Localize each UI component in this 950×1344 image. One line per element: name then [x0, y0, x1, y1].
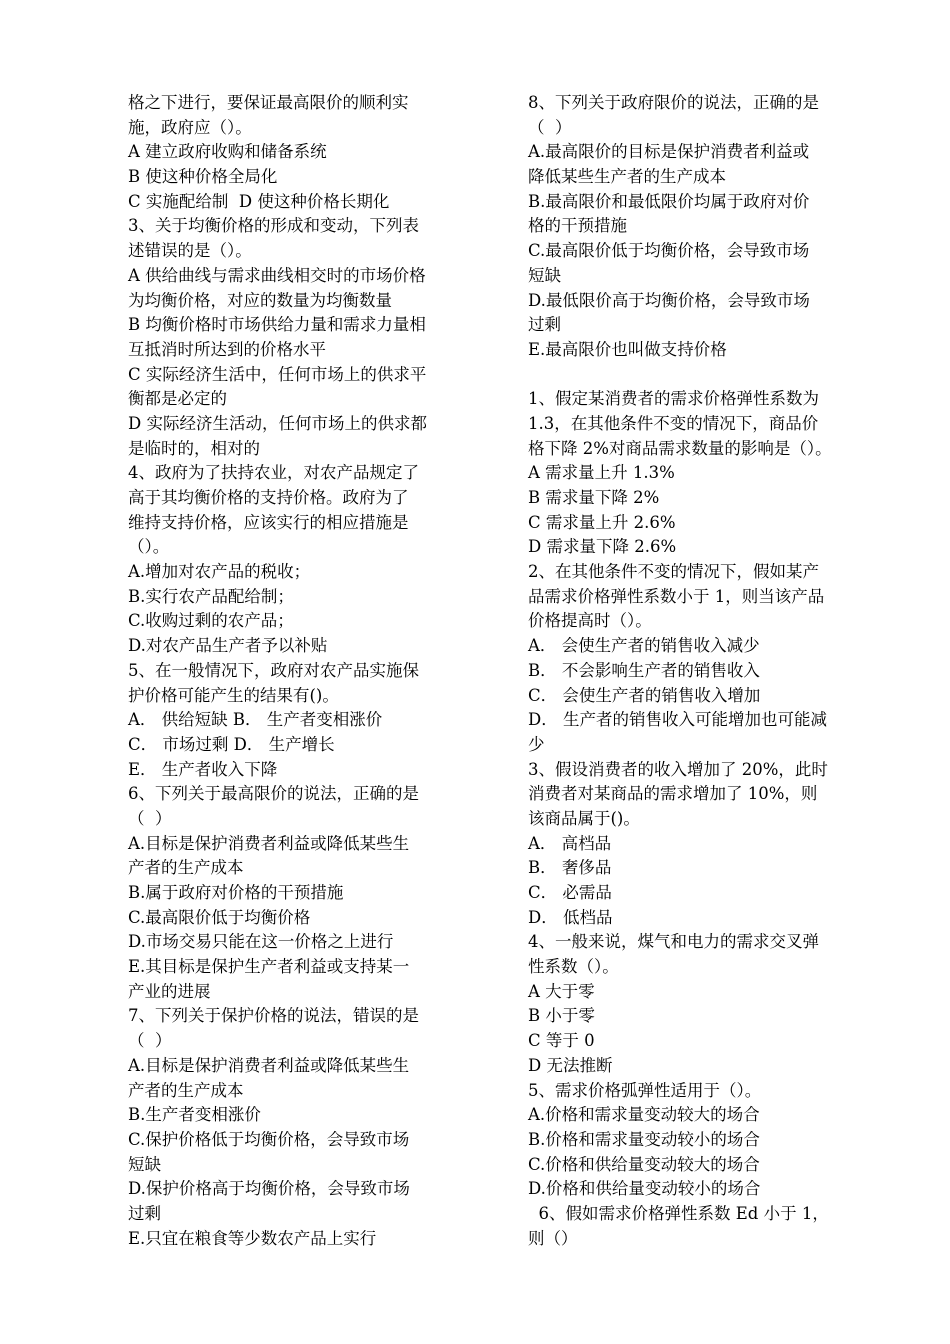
- right-column-top-line: B.最高限价和最低限价均属于政府对价: [528, 191, 810, 211]
- left-column-line: A.目标是保护消费者利益或降低某些生: [128, 1055, 410, 1075]
- right-column-bottom-line: 1、假定某消费者的需求价格弹性系数为: [528, 389, 819, 409]
- left-column-line: 施，政府应（）。: [128, 117, 252, 137]
- section-gap: [528, 363, 874, 388]
- left-column-line: 衡都是必定的: [128, 389, 227, 409]
- left-column-line: 产业的进展: [128, 981, 211, 1001]
- left-column-line: B.属于政府对价格的干预措施: [128, 883, 344, 902]
- right-column-bottom-line: A． 高档品: [528, 833, 612, 853]
- left-column-line: 为均衡价格，对应的数量为均衡数量: [128, 290, 392, 310]
- left-column-line: B 均衡价格时市场供给力量和需求力量相: [128, 315, 426, 335]
- right-column-bottom-line: 该商品属于()。: [528, 808, 640, 828]
- right-column-top-line: D.最低限价高于均衡价格，会导致市场: [528, 290, 810, 310]
- right-column-bottom-line: 1.3，在其他条件不变的情况下，商品价: [528, 413, 819, 433]
- right-column-top-line: 格的干预措施: [528, 216, 627, 236]
- left-column-line: D.市场交易只能在这一价格之上进行: [128, 932, 394, 952]
- left-column-line: E． 生产者收入下降: [128, 759, 278, 779]
- right-column-bottom-line: D． 生产者的销售收入可能增加也可能减: [528, 710, 827, 730]
- right-column-bottom-line: B． 奢侈品: [528, 858, 612, 878]
- right-column-top-line: 降低某些生产者的生产成本: [528, 167, 726, 187]
- left-column-line: 产者的生产成本: [128, 1080, 244, 1100]
- left-column: [128, 91, 474, 1251]
- left-column-line: 3、关于均衡价格的形成和变动，下列表: [128, 216, 419, 236]
- left-column-line: 护价格可能产生的结果有()。: [128, 685, 339, 705]
- left-column-line: A.增加对农产品的税收；: [128, 562, 311, 582]
- right-column-top-line: C.最高限价低于均衡价格，会导致市场: [528, 241, 810, 261]
- left-column-line: （ ）: [128, 808, 172, 828]
- left-column-line: 4、政府为了扶持农业，对农产品规定了: [128, 463, 419, 483]
- left-column-line: 短缺: [128, 1154, 161, 1174]
- right-column-top-line: 8、下列关于政府限价的说法，正确的是: [528, 93, 819, 112]
- left-column-line: 是临时的，相对的: [128, 438, 260, 458]
- right-column-top-line: 过剩: [528, 315, 561, 335]
- right-column-bottom-line: 4、一般来说，煤气和电力的需求交叉弹: [528, 932, 819, 952]
- right-column-bottom-line: A． 会使生产者的销售收入减少: [528, 636, 760, 656]
- left-column-line: C.保护价格低于均衡价格，会导致市场: [128, 1129, 410, 1149]
- right-column-top-line: 短缺: [528, 265, 561, 285]
- left-column-line: E.只宜在粮食等少数农产品上实行: [128, 1228, 377, 1248]
- left-column-line: A 建立政府收购和储备系统: [128, 142, 327, 162]
- right-column-bottom-line: 格下降 2%对商品需求数量的影响是（）。: [528, 438, 832, 458]
- right-column-bottom-line: A 大于零: [528, 981, 595, 1001]
- left-column-line: C.收购过剩的农产品；: [128, 611, 294, 631]
- left-column-line: 高于其均衡价格的支持价格。政府为了: [128, 488, 409, 507]
- left-column-line: 互抵消时所达到的价格水平: [128, 339, 326, 359]
- right-column-bottom-line: 价格提高时（）。: [528, 611, 652, 631]
- right-column-bottom-line: C． 会使生产者的销售收入增加: [528, 685, 761, 705]
- left-column-line: B.实行农产品配给制；: [128, 586, 294, 606]
- right-column-bottom-line: B 小于零: [528, 1006, 595, 1026]
- right-column-bottom-line: 3、假设消费者的收入增加了 20%，此时: [528, 759, 828, 779]
- right-column-bottom-line: C． 必需品: [528, 883, 612, 902]
- right-column-bottom-line: C 等于 0: [528, 1031, 595, 1051]
- left-column-line: 产者的生产成本: [128, 858, 244, 878]
- right-column-bottom-line: 2、在其他条件不变的情况下，假如某产: [528, 562, 819, 582]
- right-column-bottom-line: A.价格和需求量变动较大的场合: [528, 1105, 760, 1125]
- left-column-line: 过剩: [128, 1203, 161, 1223]
- right-column-bottom-line: D 需求量下降 2.6%: [528, 537, 677, 557]
- left-column-line: （）。: [128, 537, 170, 557]
- left-column-line: B.生产者变相涨价: [128, 1105, 261, 1125]
- left-column-line: 7、下列关于保护价格的说法，错误的是: [128, 1006, 419, 1026]
- left-column-line: C． 市场过剩 D． 生产增长: [128, 734, 335, 754]
- left-column-line: A.目标是保护消费者利益或降低某些生: [128, 833, 410, 853]
- right-column-bottom-line: 则（）: [528, 1228, 578, 1248]
- left-column-line: 5、在一般情况下，政府对农产品实施保: [128, 660, 419, 680]
- right-column-bottom-line: 消费者对某商品的需求增加了 10%，则: [528, 784, 818, 804]
- left-column-line: D 实际经济生活动，任何市场上的供求都: [128, 413, 427, 433]
- right-column-bottom-line: 6、假如需求价格弹性系数 Ed 小于 1，: [528, 1203, 829, 1223]
- left-column-line: 述错误的是（）。: [128, 241, 252, 261]
- right-column-bottom-line: B 需求量下降 2%: [528, 488, 660, 507]
- right-column-bottom-line: A 需求量上升 1.3%: [528, 463, 675, 483]
- left-column-line: B 使这种价格全局化: [128, 167, 278, 187]
- left-column-line: 格之下进行，要保证最高限价的顺利实: [128, 93, 409, 112]
- right-column-bottom-line: 5、需求价格弧弹性适用于（）。: [528, 1080, 762, 1100]
- right-column-bottom-line: D． 低档品: [528, 907, 613, 927]
- right-column-bottom-line: D 无法推断: [528, 1055, 613, 1075]
- left-column-line: D.对农产品生产者予以补贴: [128, 636, 328, 656]
- left-column-line: E.其目标是保护生产者利益或支持某一: [128, 957, 410, 977]
- left-column-line: （ ）: [128, 1031, 172, 1051]
- left-column-line: A 供给曲线与需求曲线相交时的市场价格: [128, 265, 426, 285]
- right-column-bottom-line: 少: [528, 734, 545, 754]
- right-column-top-line: A.最高限价的目标是保护消费者利益或: [528, 142, 810, 162]
- right-column-bottom-line: B． 不会影响生产者的销售收入: [528, 660, 760, 680]
- right-column-bottom-line: C 需求量上升 2.6%: [528, 512, 676, 532]
- right-column-bottom-line: 性系数（）。: [528, 957, 619, 977]
- left-column-line: C.最高限价低于均衡价格: [128, 907, 311, 927]
- right-column-bottom-line: C.价格和供给量变动较大的场合: [528, 1154, 760, 1174]
- right-column: [528, 91, 874, 1251]
- right-column-top-line: （ ）: [528, 117, 572, 137]
- right-column-bottom-line: 品需求价格弹性系数小于 1，则当该产品: [528, 586, 825, 606]
- right-column-bottom-line: D.价格和供给量变动较小的场合: [528, 1179, 761, 1199]
- left-column-line: C 实际经济生活中，任何市场上的供求平: [128, 364, 427, 384]
- right-column-bottom-line: B.价格和需求量变动较小的场合: [528, 1129, 760, 1149]
- left-column-line: 维持支持价格，应该实行的相应措施是: [128, 512, 409, 532]
- left-column-line: D.保护价格高于均衡价格，会导致市场: [128, 1179, 410, 1199]
- left-column-line: A． 供给短缺 B． 生产者变相涨价: [128, 710, 383, 730]
- left-column-line: C 实施配给制 D 使这种价格长期化: [128, 191, 390, 211]
- right-column-top-line: E.最高限价也叫做支持价格: [528, 339, 727, 359]
- left-column-line: 6、下列关于最高限价的说法，正确的是: [128, 784, 419, 804]
